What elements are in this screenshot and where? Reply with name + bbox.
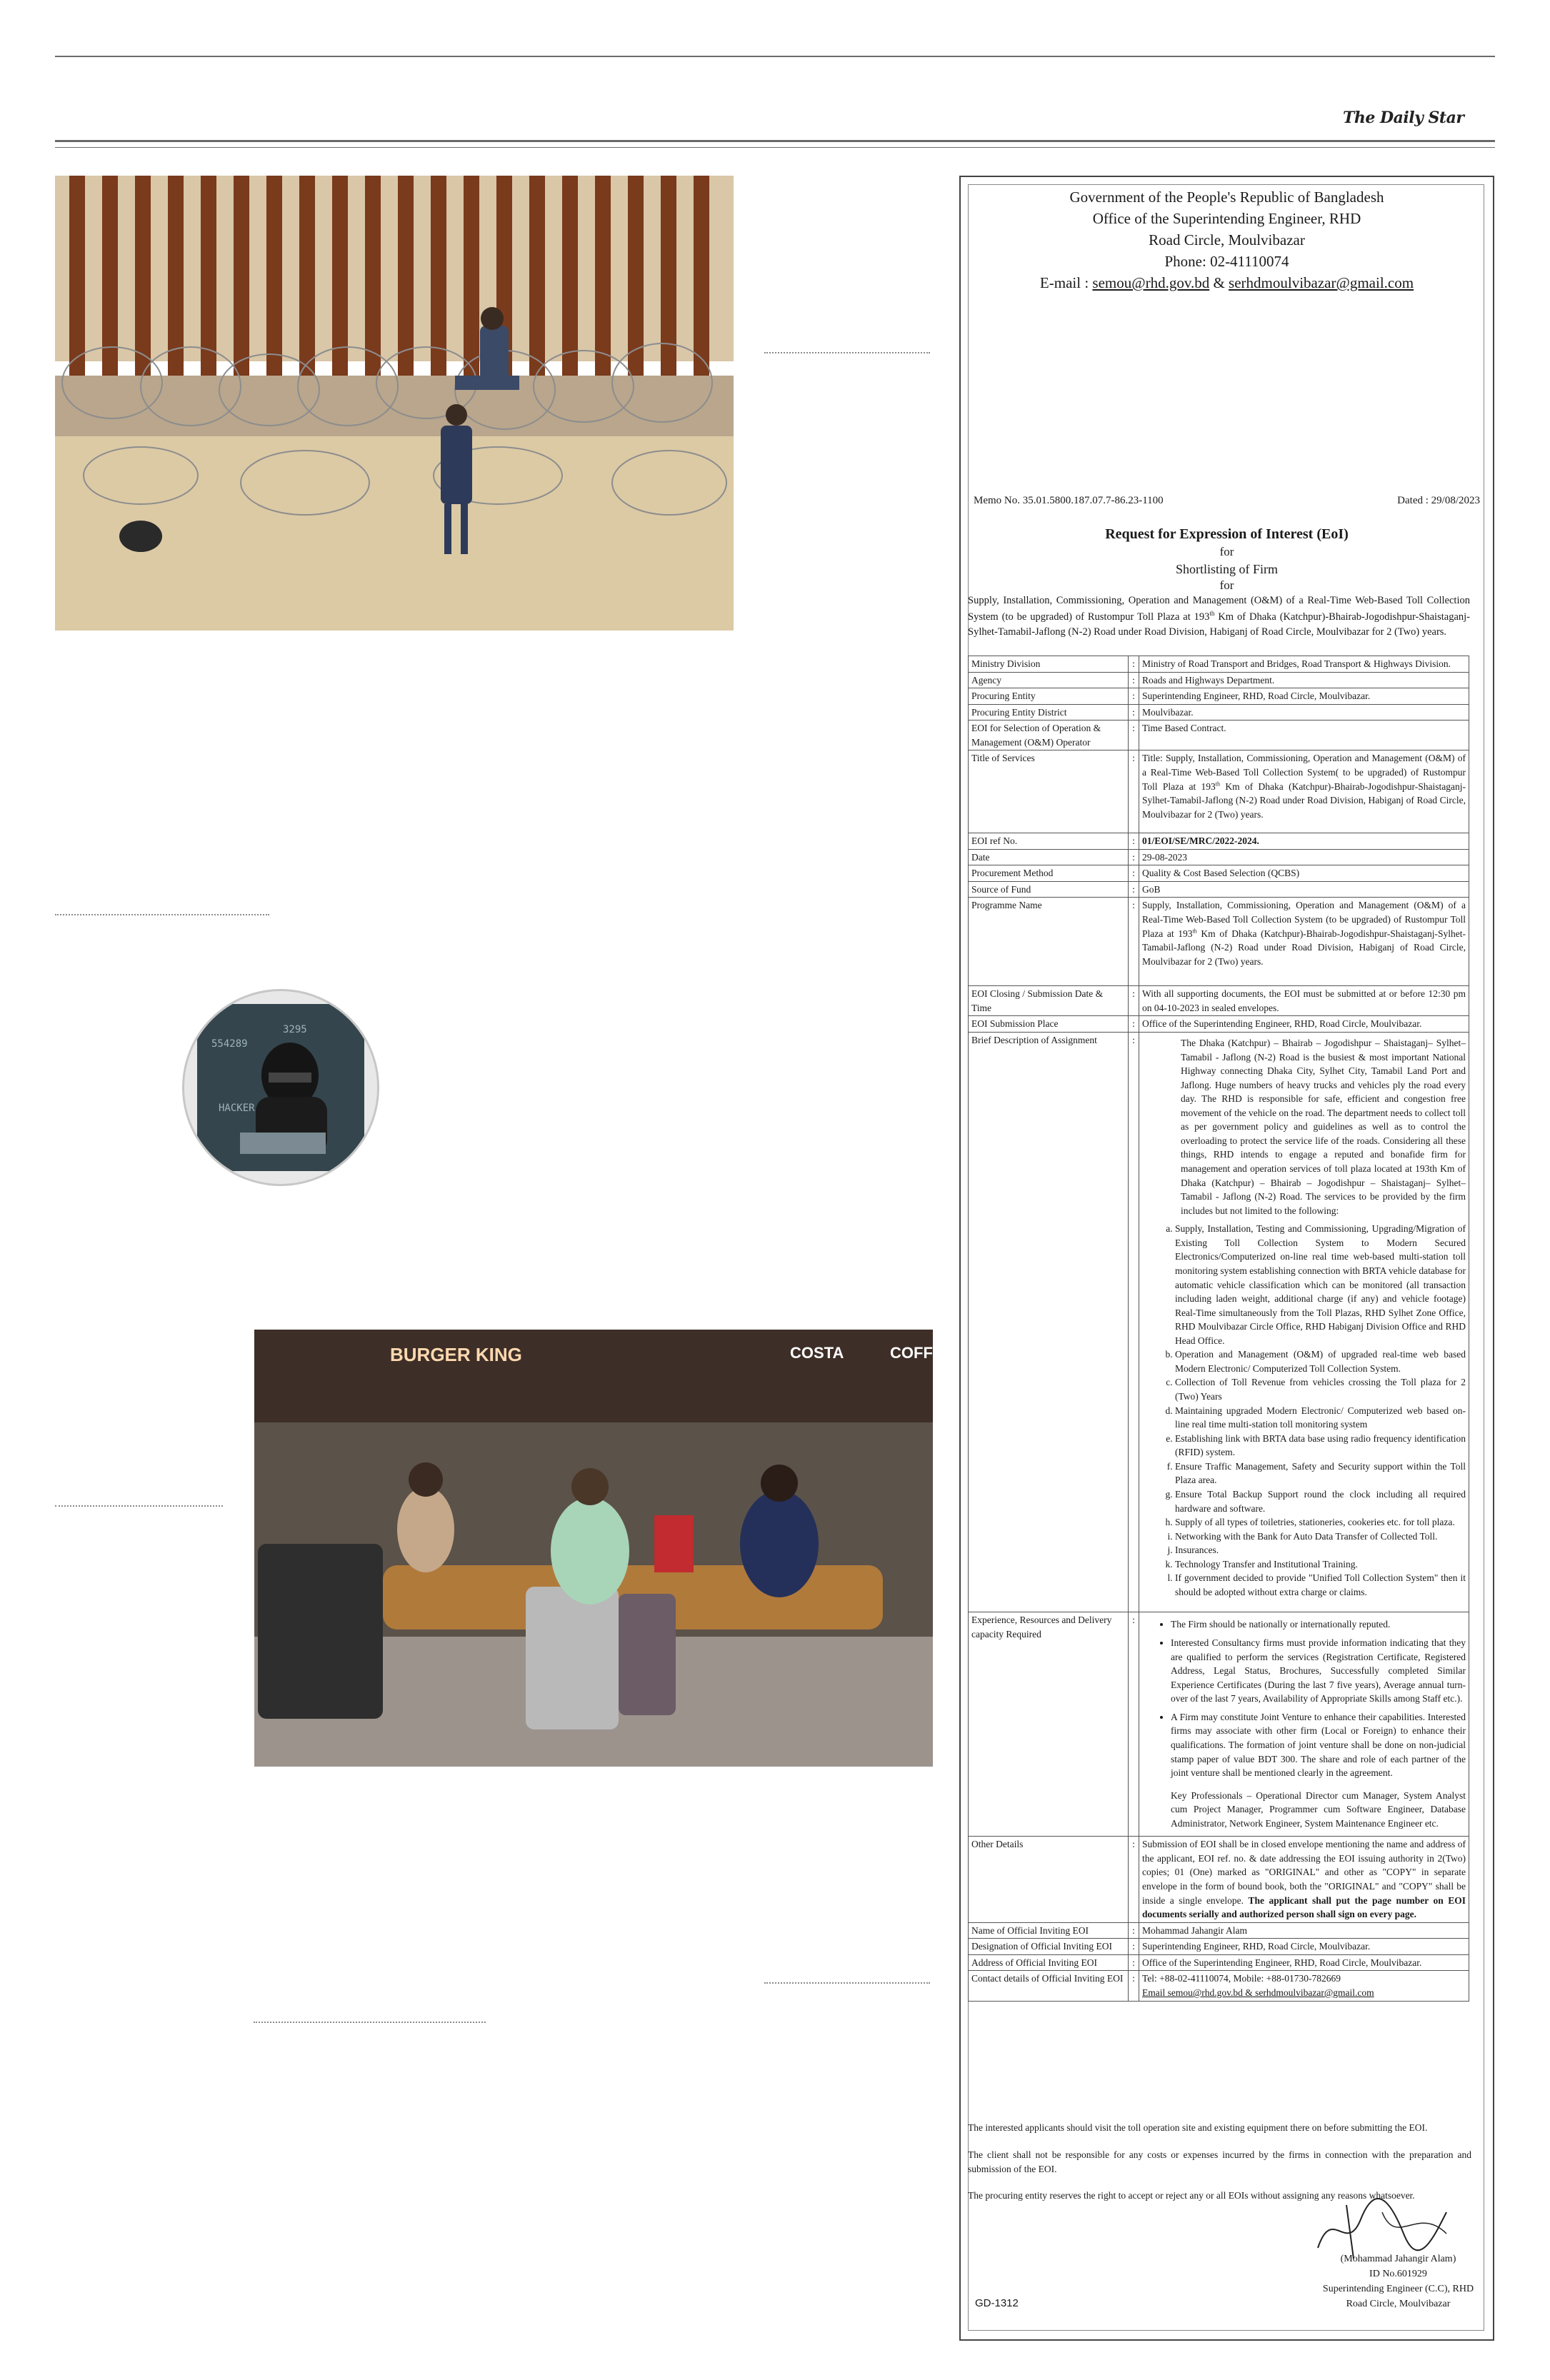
row-value: Moulvibazar. <box>1139 704 1469 720</box>
notice-for-1: for <box>1219 545 1234 558</box>
list-item: b. Operation and Management (O&M) of upgraded real-time web based Modern Electronic/ Computerized Toll Collection System. <box>1175 1347 1466 1375</box>
row-label: Procuring Entity <box>969 688 1129 705</box>
contact-phone: Tel: +88-02-41110074, Mobile: +88-01730-782669 <box>1142 1973 1341 1984</box>
colon: : <box>1129 898 1139 986</box>
notice-for-2: for <box>1219 578 1234 592</box>
sign-coffee: COFF <box>890 1344 933 1362</box>
list-item: • Interested Consultancy firms must provide information indicating that they are qualified to perform the services (Registration Certificate, Registered Address, Legal Status, Brochures, Successfully completed Similar Experience Certificates (During the last 7 five years), Average annual turn-over of the last 7 years, Availability of Appropriate Skills among Staff etc.). <box>1171 1636 1466 1706</box>
row-value: 29-08-2023 <box>1139 849 1469 865</box>
colon: : <box>1129 1837 1139 1922</box>
email-label: E-mail : <box>1039 274 1093 291</box>
subject-text-b: Km of Dhaka (Katchpur)-Bhairab-Jogodishpur-Shaistaganj-Sylhet-Tamabil-Jaflong (N-2) Road under Road Division, Habiganj of Road Circle, Moulvibazar for 2 (Two) years. <box>968 611 1470 638</box>
colon: : <box>1129 881 1139 898</box>
list-item: f. Ensure Traffic Management, Safety and Security support within the Toll Plaza area. <box>1175 1460 1466 1487</box>
row-value: Time Based Contract. <box>1139 720 1469 750</box>
masthead-logo: The Daily Star <box>1343 109 1464 127</box>
row-label: Contact details of Official Inviting EOI <box>969 1971 1129 2001</box>
notice-header-line-2: Office of the Superintending Engineer, RHD <box>1092 210 1361 227</box>
table-row <box>969 720 1469 750</box>
table-row <box>969 1837 1469 1922</box>
svg-text:HACKER: HACKER <box>219 1103 255 1114</box>
email-link-1[interactable]: semou@rhd.gov.bd <box>1092 274 1210 291</box>
list-item: k. Technology Transfer and Institutional Training. <box>1175 1557 1466 1572</box>
sign-costa: COSTA <box>790 1344 844 1362</box>
table-row <box>969 881 1469 898</box>
table-row <box>969 672 1469 688</box>
list-item: e. Establishing link with BRTA data base using radio frequency identification (RFID) system. <box>1175 1432 1466 1460</box>
table-row <box>969 1922 1469 1939</box>
colon: : <box>1129 688 1139 705</box>
colon: : <box>1129 1939 1139 1955</box>
masthead-rule-lower <box>55 147 1495 148</box>
table-row <box>969 1016 1469 1033</box>
svg-text:554289: 554289 <box>211 1038 248 1050</box>
table-row <box>969 849 1469 865</box>
programme-superscript: th <box>1192 928 1197 935</box>
programme-text-a: Supply, Installation, Commissioning, Operation and Management (O&M) of a Real-Time Web-Based Toll Collection System (to be upgraded) of Rustompur Toll Plaza at 193 <box>1142 900 1466 939</box>
list-item: j. Insurances. <box>1175 1543 1466 1557</box>
divider <box>55 1505 223 1507</box>
row-value <box>1139 898 1469 986</box>
row-label: Designation of Official Inviting EOI <box>969 1939 1129 1955</box>
services-text-a: Title: Supply, Installation, Commissioning, Operation and Management (O&M) of a Real-Time Web-Based Toll Collection System( to be upgraded) of Rustompur Toll Plaza at 193 <box>1142 753 1466 792</box>
eoi-details-table <box>968 656 1469 2002</box>
memo-date: Dated : 29/08/2023 <box>1397 495 1480 506</box>
signatory-title: Superintending Engineer (C.C), RHD <box>1322 2284 1474 2294</box>
row-label: Title of Services <box>969 750 1129 833</box>
table-row <box>969 688 1469 705</box>
row-value <box>1139 1837 1469 1922</box>
divider <box>764 352 930 353</box>
colon: : <box>1129 849 1139 865</box>
row-label: Name of Official Inviting EOI <box>969 1922 1129 1939</box>
table-row <box>969 898 1469 986</box>
row-label: Source of Fund <box>969 881 1129 898</box>
row-value <box>1139 1032 1469 1612</box>
row-value: 01/EOI/SE/MRC/2022-2024. <box>1139 833 1469 850</box>
divider <box>254 2022 486 2023</box>
notice-email-line <box>961 273 1493 293</box>
svg-text:3295: 3295 <box>283 1024 307 1035</box>
experience-list <box>1142 1617 1466 1779</box>
notice-subtitle: Shortlisting of Firm <box>1175 562 1278 576</box>
signatory-id: ID No.601929 <box>1369 2269 1427 2279</box>
row-label: Procuring Entity District <box>969 704 1129 720</box>
colon: : <box>1129 833 1139 850</box>
colon: : <box>1129 1954 1139 1971</box>
list-item: c. Collection of Toll Revenue from vehicles crossing the Toll plaza for 2 (Two) Years <box>1175 1375 1466 1403</box>
row-label: Other Details <box>969 1837 1129 1922</box>
passengers-illustration <box>254 1330 933 1767</box>
services-superscript: th <box>1215 780 1221 787</box>
photo-airport-passengers <box>254 1330 933 1767</box>
photo-border-fence <box>55 176 734 631</box>
masthead-rule-upper <box>55 140 1495 142</box>
sign-burger-king: BURGER KING <box>390 1344 522 1365</box>
memo-number: Memo No. 35.01.5800.187.07.7-86.23-1100 <box>974 495 1164 506</box>
list-item: • The Firm should be nationally or internationally reputed. <box>1171 1617 1466 1632</box>
programme-text-b: Km of Dhaka (Katchpur)-Bhairab-Jogodishpur-Shaistaganj-Sylhet-Tamabil-Jaflong (N-2) Road under Road Division, Habiganj of Road Circle, Moulvibazar for 2 (Two) years. <box>1142 928 1466 967</box>
row-label: Ministry Division <box>969 656 1129 673</box>
signatory-office: Road Circle, Moulvibazar <box>1346 2299 1451 2309</box>
row-value: GoB <box>1139 881 1469 898</box>
subject-text-a: Supply, Installation, Commissioning, Operation and Management (O&M) of a Real-Time Web-Based Toll Collection System (to be upgraded) of Rustompur Toll Plaza at 193 <box>968 595 1470 623</box>
table-row <box>969 1939 1469 1955</box>
row-label: Agency <box>969 672 1129 688</box>
table-row <box>969 986 1469 1016</box>
row-label: EOI for Selection of Operation & Management (O&M) Operator <box>969 720 1129 750</box>
row-label: EOI Submission Place <box>969 1016 1129 1033</box>
footer-note-3: The procuring entity reserves the right to accept or reject any or all EOIs without assigning any reasons whatsoever. <box>968 2190 1415 2201</box>
colon: : <box>1129 704 1139 720</box>
colon: : <box>1129 750 1139 833</box>
row-value <box>1139 750 1469 833</box>
signatory-name: (Mohammad Jahangir Alam) <box>1340 2254 1456 2264</box>
table-row <box>969 1612 1469 1837</box>
list-item: a. Supply, Installation, Testing and Commissioning, Upgrading/Migration of Existing Toll Collection System to Modern Secured Electronics/Computerized on-line real time web-based multi-station toll monitoring system establishing connection with BRTA vehicle database for automatic vehicle classification which can be monitored (all transaction including laden weight, additional charge (if any) and vehicle footage) Real-Time simultaneously from the Toll Plazas, RHD Sylhet Zone Office, RHD Moulvibazar Circle Office, RHD Habiganj Division Office and RHD Head Office. <box>1175 1222 1466 1347</box>
hacker-illustration <box>197 1004 364 1171</box>
email-link-2[interactable]: serhdmoulvibazar@gmail.com <box>1229 274 1414 291</box>
row-label: EOI Closing / Submission Date & Time <box>969 986 1129 1016</box>
row-label: EOI ref No. <box>969 833 1129 850</box>
colon: : <box>1129 672 1139 688</box>
table-row <box>969 704 1469 720</box>
services-text-b: Km of Dhaka (Katchpur)-Bhairab-Jogodishpur-Shaistaganj-Sylhet-Tamabil-Jaflong (N-2) Road under Road Division, Habiganj of Road Circle, Moulvibazar for 2 (Two) years. <box>1142 780 1466 820</box>
footer-note-2: The client shall not be responsible for any costs or expenses incurred by the firms in connection with the preparation and submission of the EOI. <box>968 2149 1471 2174</box>
divider <box>764 1982 930 1984</box>
table-row <box>969 1971 1469 2001</box>
notice-subject <box>968 593 1470 641</box>
notice-header-line-4: Phone: 02-41110074 <box>1164 253 1289 270</box>
table-row <box>969 1032 1469 1612</box>
row-value <box>1139 1612 1469 1837</box>
top-rule <box>55 56 1495 57</box>
list-item: l. If government decided to provide "Unified Toll Collection System" then it should be adopted without extra charge or claims. <box>1175 1571 1466 1599</box>
table-row <box>969 656 1469 673</box>
row-value: Office of the Superintending Engineer, RHD, Road Circle, Moulvibazar. <box>1139 1954 1469 1971</box>
notice-header-line-1: Government of the People's Republic of Bangladesh <box>1069 189 1384 206</box>
ad-code: GD-1312 <box>975 2297 1019 2309</box>
row-value: Superintending Engineer, RHD, Road Circle, Moulvibazar. <box>1139 1939 1469 1955</box>
contact-email[interactable]: Email semou@rhd.gov.bd & serhdmoulvibazar@gmail.com <box>1142 1987 1374 1998</box>
colon: : <box>1129 1922 1139 1939</box>
list-item: g. Ensure Total Backup Support round the clock including all required hardware and software. <box>1175 1487 1466 1515</box>
list-item: i. Networking with the Bank for Auto Data Transfer of Collected Toll. <box>1175 1530 1466 1544</box>
table-row <box>969 750 1469 833</box>
row-label: Date <box>969 849 1129 865</box>
colon: : <box>1129 1016 1139 1033</box>
other-text-bold: The applicant shall put the page number on EOI documents serially and authorized person shall sign on every page. <box>1142 1894 1466 1920</box>
footer-note-1: The interested applicants should visit the toll operation site and existing equipment there on before submitting the EOI. <box>968 2122 1428 2133</box>
badge-photo <box>197 1004 364 1171</box>
hacker-badge-image <box>182 989 379 1186</box>
row-value: Roads and Highways Department. <box>1139 672 1469 688</box>
colon: : <box>1129 1971 1139 2001</box>
subject-superscript: th <box>1209 609 1215 617</box>
table-row <box>969 1954 1469 1971</box>
colon: : <box>1129 656 1139 673</box>
row-value: Office of the Superintending Engineer, RHD, Road Circle, Moulvibazar. <box>1139 1016 1469 1033</box>
colon: : <box>1129 720 1139 750</box>
row-label: Procurement Method <box>969 865 1129 882</box>
list-item: • A Firm may constitute Joint Venture to enhance their capabilities. Interested firms may associate with other firm (Local or Foreign) to enhance their qualifications. The formation of joint venture shall be done on non-judicial stamp paper of value BDT 300. The share and role of each partner of the joint venture shall be mentioned clearly in the agreement. <box>1171 1710 1466 1780</box>
row-value: With all supporting documents, the EOI must be submitted at or before 12:30 pm on 04-10-2023 in sealed envelopes. <box>1139 986 1469 1016</box>
row-label: Programme Name <box>969 898 1129 986</box>
colon: : <box>1129 1612 1139 1837</box>
brief-intro: The Dhaka (Katchpur) – Bhairab – Jogodishpur – Shaistaganj– Sylhet–Tamabil - Jaflong (N-2) Road is the busiest & most important National Highway connecting Dhaka City, Sylhet City, Tamabil Land Port and Jaflong. Huge numbers of heavy trucks and vehicles ply the road every day. The RHD is responsible for safe, efficient and congestion free movement of the vehicle on the road. The department needs to collect toll as per government policy and guidelines as well as to control the overloading to protect the service life of the roads. Considering all these things, RHD intends to engage a reputed and bonafide firm for management and operation services of toll plaza located at 193th Km of Dhaka (Katchpur) – Bhairab – Jogodishpur – Shaistaganj– Sylhet–Tamabil - Jaflong (N-2) Road. The services to be provided by the firm includes but not limited to the following: <box>1181 1037 1466 1216</box>
fence-illustration <box>55 176 734 631</box>
row-value: Mohammad Jahangir Alam <box>1139 1922 1469 1939</box>
table-row <box>969 865 1469 882</box>
other-text: Submission of EOI shall be in closed envelope mentioning the name and address of the applicant, EOI ref. no. & date addressing the EOI issuing authority in 2(Two) copies; 01 (One) marked as "ORIGINAL" and other as "COPY" in separate envelope in the form of bound book, both the "ORIGINAL" and "COPY" shall be inside a single envelope. <box>1142 1839 1466 1906</box>
row-value: Ministry of Road Transport and Bridges, Road Transport & Highways Division. <box>1139 656 1469 673</box>
row-value <box>1139 1971 1469 2001</box>
email-separator: & <box>1209 274 1229 291</box>
row-label: Address of Official Inviting EOI <box>969 1954 1129 1971</box>
row-value: Quality & Cost Based Selection (QCBS) <box>1139 865 1469 882</box>
task-list <box>1142 1222 1466 1599</box>
colon: : <box>1129 865 1139 882</box>
eoi-notice <box>959 176 1494 2341</box>
key-professionals: Key Professionals – Operational Director cum Manager, System Analyst cum Project Manager, Programmer cum Software Engineer, Database Administrator, Network Engineer, System Maintenance Engineer etc. <box>1171 1789 1466 1829</box>
list-item: h. Supply of all types of toiletries, stationeries, cookeries etc. for toll plaza. <box>1175 1515 1466 1530</box>
row-label: Experience, Resources and Delivery capacity Required <box>969 1612 1129 1837</box>
signatory-block <box>1318 2251 1479 2311</box>
table-row <box>969 833 1469 850</box>
row-label: Brief Description of Assignment <box>969 1032 1129 1612</box>
colon: : <box>1129 986 1139 1016</box>
divider <box>55 914 269 915</box>
colon: : <box>1129 1032 1139 1612</box>
list-item: d. Maintaining upgraded Modern Electronic/ Computerized web based on-line real time multi-station toll monitoring system <box>1175 1404 1466 1432</box>
notice-header-line-3: Road Circle, Moulvibazar <box>1149 231 1305 248</box>
notice-title: Request for Expression of Interest (EoI) <box>1105 526 1349 542</box>
row-value: Superintending Engineer, RHD, Road Circle, Moulvibazar. <box>1139 688 1469 705</box>
